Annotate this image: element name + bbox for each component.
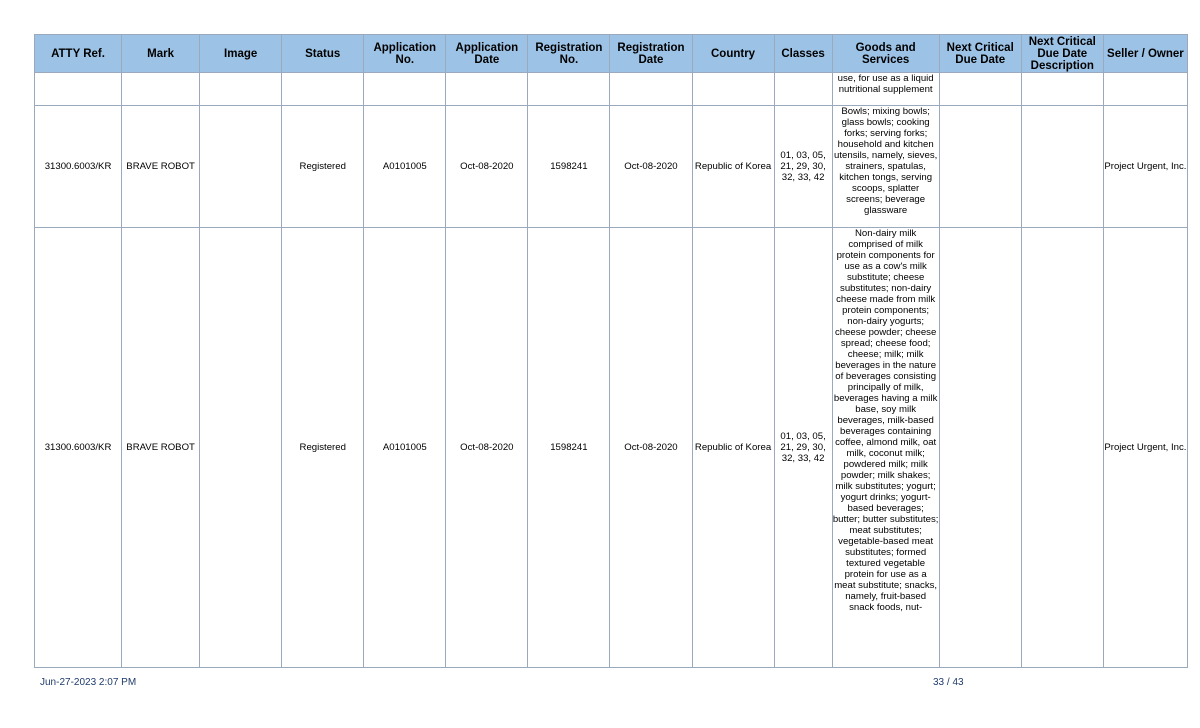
trademark-table xyxy=(34,34,1188,668)
goods-text: Bowls; mixing bowls; glass bowls; cooking forks; serving forks; household and kitchen utensils, namely, sieves, strainers, spatulas, kitchen tongs, serving scoops, splatter screens; beverage glassware xyxy=(834,106,938,216)
cell-goods-services xyxy=(832,228,939,668)
col-country: Country xyxy=(692,35,774,73)
cell-seller-owner xyxy=(1103,73,1187,106)
cell-goods-services xyxy=(832,73,939,106)
page-number: 33 / 43 xyxy=(933,677,964,688)
cell-status xyxy=(282,73,364,106)
cell-registration-date: Oct-08-2020 xyxy=(610,106,692,228)
col-status: Status xyxy=(282,35,364,73)
cell-status: Registered xyxy=(282,106,364,228)
cell-application-no: A0101005 xyxy=(364,228,446,668)
cell-application-date: Oct-08-2020 xyxy=(446,106,528,228)
cell-image xyxy=(200,73,282,106)
col-application-date: Application Date xyxy=(446,35,528,73)
col-atty-ref: ATTY Ref. xyxy=(35,35,122,73)
cell-country: Republic of Korea xyxy=(692,106,774,228)
cell-registration-no: 1598241 xyxy=(528,106,610,228)
table-row xyxy=(35,106,1188,228)
cell-classes: 01, 03, 05, 21, 29, 30, 32, 33, 42 xyxy=(774,106,832,228)
cell-application-no: A0101005 xyxy=(364,106,446,228)
cell-atty-ref xyxy=(35,73,122,106)
goods-text: use, for use as a liquid nutritional supplement xyxy=(837,73,934,95)
cell-seller-owner: Project Urgent, Inc. xyxy=(1103,106,1187,228)
cell-seller-owner: Project Urgent, Inc. xyxy=(1103,228,1187,668)
cell-registration-date: Oct-08-2020 xyxy=(610,228,692,668)
cell-atty-ref: 31300.6003/KR xyxy=(35,106,122,228)
cell-registration-date xyxy=(610,73,692,106)
cell-registration-no: 1598241 xyxy=(528,228,610,668)
col-registration-date: Registration Date xyxy=(610,35,692,73)
cell-next-due-desc xyxy=(1021,73,1103,106)
col-mark: Mark xyxy=(122,35,200,73)
cell-next-due-date xyxy=(939,228,1021,668)
cell-application-no xyxy=(364,73,446,106)
cell-application-date: Oct-08-2020 xyxy=(446,228,528,668)
cell-atty-ref: 31300.6003/KR xyxy=(35,228,122,668)
cell-mark: BRAVE ROBOT xyxy=(122,228,200,668)
cell-next-due-date xyxy=(939,73,1021,106)
cell-classes: 01, 03, 05, 21, 29, 30, 32, 33, 42 xyxy=(774,228,832,668)
cell-next-due-date xyxy=(939,106,1021,228)
col-next-due-date: Next Critical Due Date xyxy=(939,35,1021,73)
table-row xyxy=(35,73,1188,106)
header-row xyxy=(35,35,1188,73)
cell-image xyxy=(200,106,282,228)
table-row xyxy=(35,228,1188,668)
cell-classes xyxy=(774,73,832,106)
col-seller-owner: Seller / Owner xyxy=(1103,35,1187,73)
goods-text: Non-dairy milk comprised of milk protein components for use as a cow's milk substitute; cheese substitutes; non-dairy cheese made from milk protein components; non-dairy yogurts; cheese powder; cheese spread; cheese food; cheese; milk; milk beverages in the nature of beverages consisting principally of milk, beverages having a milk base, soy milk beverages, milk-based beverages containing coffee, almond milk, oat milk, coconut milk; powdered milk; milk powder; milk shakes; milk substitutes; yogurt; yogurt drinks; yogurt-based beverages; butter; butter substitutes; meat substitutes; vegetable-based meat substitutes; formed textured vegetable protein for use as a meat substitute; snacks, namely, fruit-based snack foods, nut- xyxy=(832,228,939,613)
col-application-no: Application No. xyxy=(364,35,446,73)
cell-next-due-desc xyxy=(1021,106,1103,228)
cell-image xyxy=(200,228,282,668)
cell-goods-services xyxy=(832,106,939,228)
col-image: Image xyxy=(200,35,282,73)
col-goods-services: Goods and Services xyxy=(832,35,939,73)
cell-mark xyxy=(122,73,200,106)
cell-mark: BRAVE ROBOT xyxy=(122,106,200,228)
cell-country: Republic of Korea xyxy=(692,228,774,668)
cell-registration-no xyxy=(528,73,610,106)
cell-country xyxy=(692,73,774,106)
col-next-due-desc: Next Critical Due Date Description xyxy=(1021,35,1103,73)
cell-status: Registered xyxy=(282,228,364,668)
cell-next-due-desc xyxy=(1021,228,1103,668)
col-registration-no: Registration No. xyxy=(528,35,610,73)
print-timestamp: Jun-27-2023 2:07 PM xyxy=(40,677,137,688)
col-classes: Classes xyxy=(774,35,832,73)
cell-application-date xyxy=(446,73,528,106)
